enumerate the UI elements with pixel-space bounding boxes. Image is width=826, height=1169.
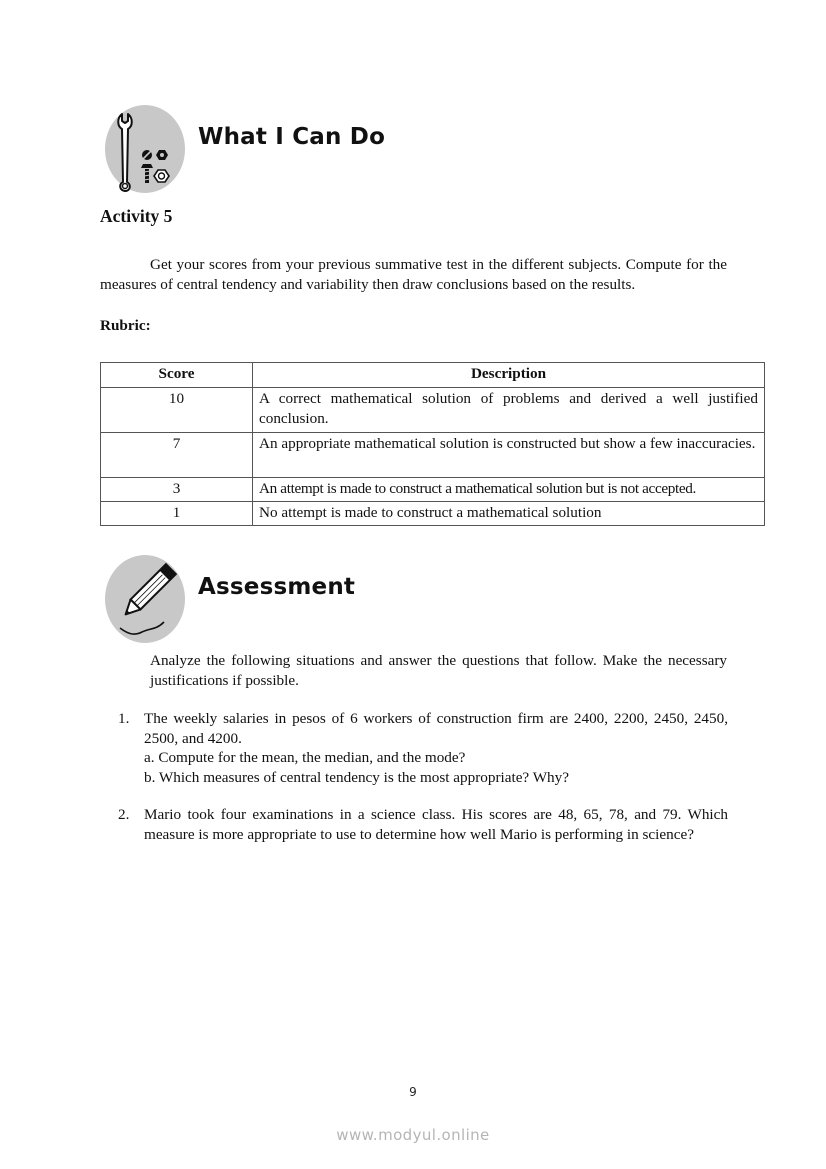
- pencil-icon: [104, 554, 186, 644]
- question-1: [118, 709, 728, 787]
- question-subitem: b. Which measures of central tendency is the most appropriate? Why?: [144, 768, 569, 786]
- question-text: Mario took four examinations in a science class. His scores are 48, 65, 78, and 79. Which measure is more appropriate to use to determine how well Mario is performing in science?: [144, 806, 728, 843]
- rubric-row: [101, 433, 765, 478]
- activity-title: Activity 5: [100, 206, 173, 226]
- rubric-score: 1: [101, 502, 253, 526]
- page-number: 9: [409, 1085, 417, 1099]
- section-title-assessment: Assessment: [198, 574, 356, 600]
- activity-instructions: Get your scores from your previous summative test in the different subjects. Compute for the measures of central tendency and variability then draw conclusions based on the results.: [100, 256, 727, 293]
- rubric-row: [101, 478, 765, 502]
- section-title-what-i-can-do: What I Can Do: [198, 124, 386, 150]
- question-text: The weekly salaries in pesos of 6 workers of construction firm are 2400, 2200, 2450, 2450, 2500, and 4200.: [144, 710, 728, 747]
- question-subitem: a. Compute for the mean, the median, and the mode?: [144, 749, 466, 766]
- rubric-row: [101, 388, 765, 433]
- question-number: 1.: [118, 710, 130, 727]
- rubric-label: Rubric:: [100, 317, 151, 334]
- question-2: [118, 805, 728, 844]
- rubric-score: 7: [101, 433, 253, 478]
- watermark-link[interactable]: www.modyul.online: [336, 1126, 490, 1144]
- rubric-score: 3: [101, 478, 253, 502]
- rubric-description: No attempt is made to construct a mathematical solution: [253, 502, 765, 526]
- rubric-header-description: Description: [253, 363, 765, 388]
- assessment-intro: Analyze the following situations and answer the questions that follow. Make the necessary justifications if possible.: [150, 652, 727, 689]
- rubric-header-score: Score: [101, 363, 253, 388]
- rubric-description: An attempt is made to construct a mathematical solution but is not accepted.: [253, 478, 765, 502]
- question-number: 2.: [118, 806, 130, 823]
- wrench-and-bolts-icon: [104, 104, 186, 194]
- rubric-row: [101, 502, 765, 526]
- rubric-table: [100, 362, 765, 526]
- rubric-description: An appropriate mathematical solution is constructed but show a few inaccuracies.: [253, 433, 765, 478]
- rubric-score: 10: [101, 388, 253, 433]
- rubric-header-row: [101, 363, 765, 388]
- rubric-description: A correct mathematical solution of problems and derived a well justified conclusion.: [253, 388, 765, 433]
